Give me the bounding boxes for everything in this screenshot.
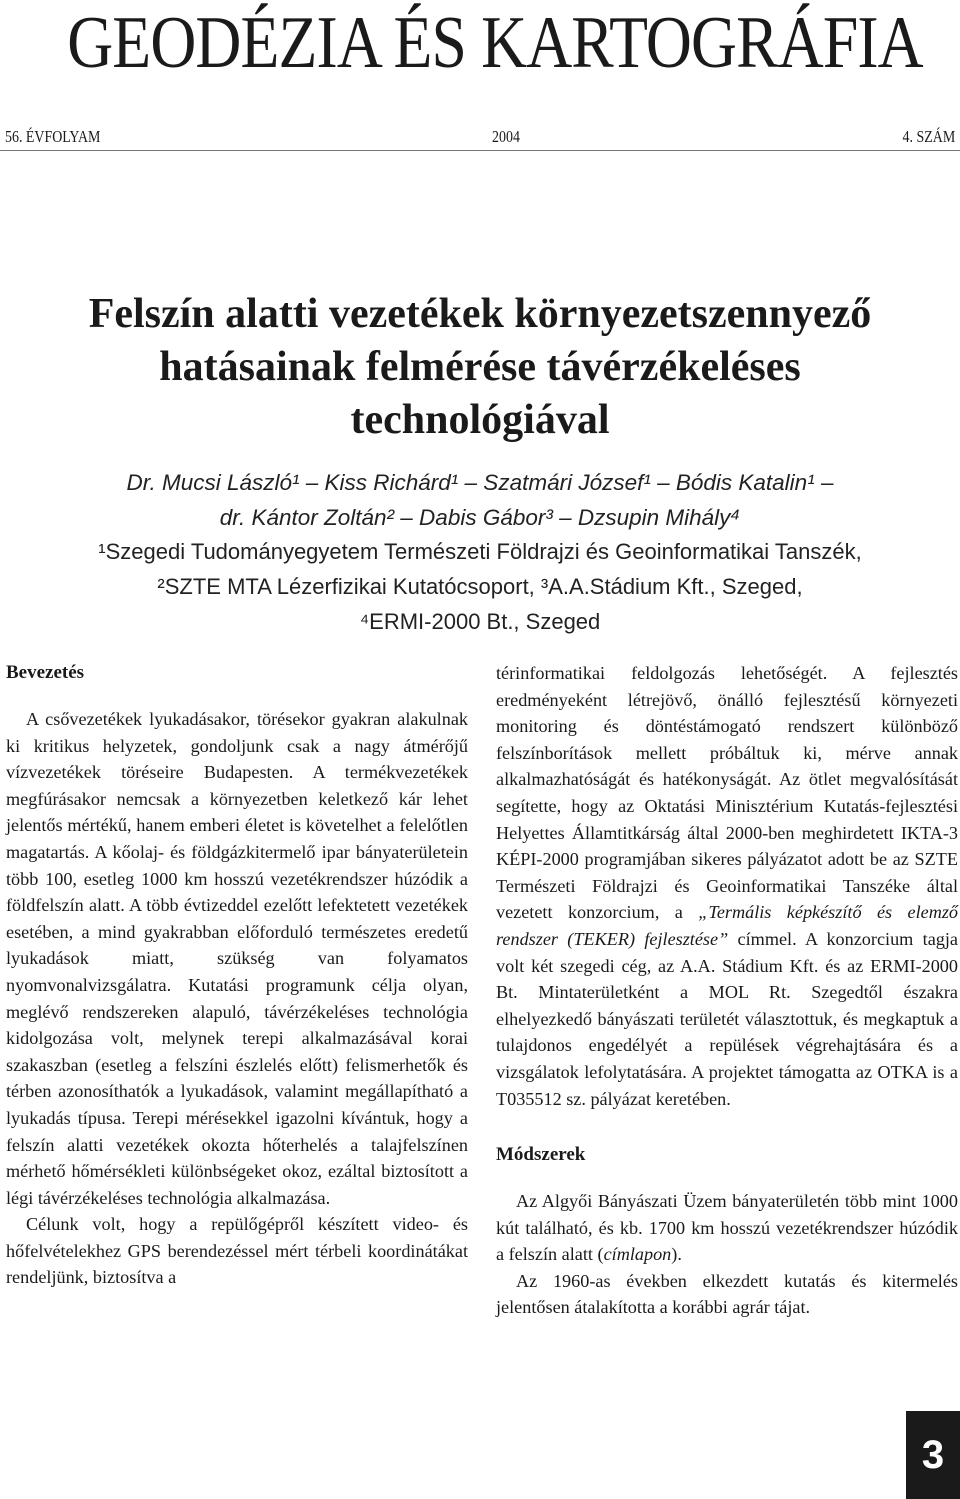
affiliation-line: ²SZTE MTA Lézerfizikai Kutatócsoport, ³A.A.Stádium Kft., Szeged, [157,574,803,599]
volume-label: 56. ÉVFOLYAM [5,127,101,146]
journal-title: GEODÉZIA ÉS KARTOGRÁFIA [67,2,923,84]
paragraph: Az 1960-as években elkezdett kutatás és kitermelés jelentősen átalakította a korábbi agrár tájat. [496,1270,958,1318]
affiliation-line: ¹Szegedi Tudományegyetem Természeti Földrajzi és Geoinformatikai Tanszék, [98,539,862,564]
title-line: hatásainak felmérése távérzékeléses [159,344,801,390]
cover-reference: címlapon [603,1244,672,1265]
paragraph [496,660,958,1112]
header-divider [0,150,960,151]
issue-bar [5,128,955,145]
author-list [10,465,950,535]
project-title: „Termális képkészítő és elemző rendszer (TEKER) fejlesztése” [496,902,958,949]
left-column [6,660,468,1291]
paragraph-text: Az Algyői Bányászati Üzem bányaterületén több mint 1000 kút található, és kb. 1700 km hosszú vezetékrendszer húzódik a felszín alatt ( [496,1191,958,1265]
title-line: Felszín alatti vezetékek környezetszennyező [88,291,872,337]
paragraph: Célunk volt, hogy a repülőgépről készített video- és hőfelvételekhez GPS berendezéssel mért térbeli koordinátákat rendeljünk, biztosítva a [6,1214,468,1288]
section-heading-methods: Módszerek [496,1144,586,1166]
paragraph-text: térinformatikai feldolgozás lehetőségét. A fejlesztés eredményeként létrejövő, önálló fejlesztésű környezeti monitoring és döntéstámogató rendszert különböző felszínborítások mellett próbáltuk ki, mérve annak alkalmazhatóságát és hatékonyságát. Az ötlet megvalósítását segítette, hogy az Oktatási Minisztérium Kutatás-fejlesztési Helyettes Államtitkárság által 2000-ben meghirdetett IKTA-3 KÉPI-2000 programjában sikeres pályázatot adott be az SZTE Természeti Földrajzi és Geoinformatikai Tanszéke által vezetett konzorcium, a [496,663,958,923]
article-title [20,288,940,447]
authors-line: dr. Kántor Zoltán² – Dabis Gábor³ – Dzsupin Mihály⁴ [219,505,741,530]
paragraph-text: ). [671,1244,682,1265]
right-column [496,660,958,1321]
affiliations [10,534,950,639]
paragraph-text: címmel. A konzorcium tagja volt két szegedi cég, az A.A. Stádium Kft. és az ERMI-2000 Bt. Mintaterületként a MOL Rt. Szegedtől északra elhelyezkedő bányászati területét választottuk, és megkaptuk a tulajdonos engedélyét a repülések végrehajtására és a vizsgálatok lefolytatására. A projektet támogatta az OTKA is a T035512 sz. pályázat keretében. [496,928,959,1109]
authors-line: Dr. Mucsi László¹ – Kiss Richárd¹ – Szatmári József¹ – Bódis Katalin¹ – [126,470,834,495]
page-number: 3 [906,1411,960,1499]
year-label: 2004 [492,127,521,146]
title-line: technológiával [350,397,610,443]
section-heading-introduction: Bevezetés [6,662,85,683]
paragraph [496,1188,958,1268]
issue-label: 4. SZÁM [902,127,955,146]
paragraph: A csővezetékek lyukadásakor, törésekor gyakran alakulnak ki kritikus helyzetek, gondoljunk csak a nagy átmérőjű vízvezetékek töréseire Budapesten. A termékvezetékek megfúrásakor nemcsak a környezetben keletkező kár lehet jelentős mértékű, hanem emberi életet is követelhet a felelőtlen magatartás. A kőolaj- és földgázkitermelő ipar bányaterületein több 100, esetleg 1000 km hosszú vezetékrendszer húzódik a földfelszín alatt. A több évtizeddel ezelőtt lefektetett vezetékek esetében, a mind gyakrabban előforduló természetes eredetű lyukadások miatt, szükség van folyamatos nyomvonalvizsgálatra. Kutatási programunk célja olyan, meglévő rendszereken alapuló, távérzékeléses technológia kidolgozása volt, melynek terepi alkalmazásával korai szakaszban (esetleg a felszíni észlelés előtt) felismerhetők és térben azonosíthatók a lyukadások, valamint megállapítható a lyukadás típusa. Terepi mérésekkel igazolni kívántuk, hogy a felszín alatti vezetékek okozta hőterhelés a talajfelszínen mérhető hőmérsékleti különbségeket okoz, ezáltal biztosított a légi távérzékeléses technológia alkalmazása. [6,709,468,1208]
affiliation-line: ⁴ERMI-2000 Bt., Szeged [359,609,601,634]
